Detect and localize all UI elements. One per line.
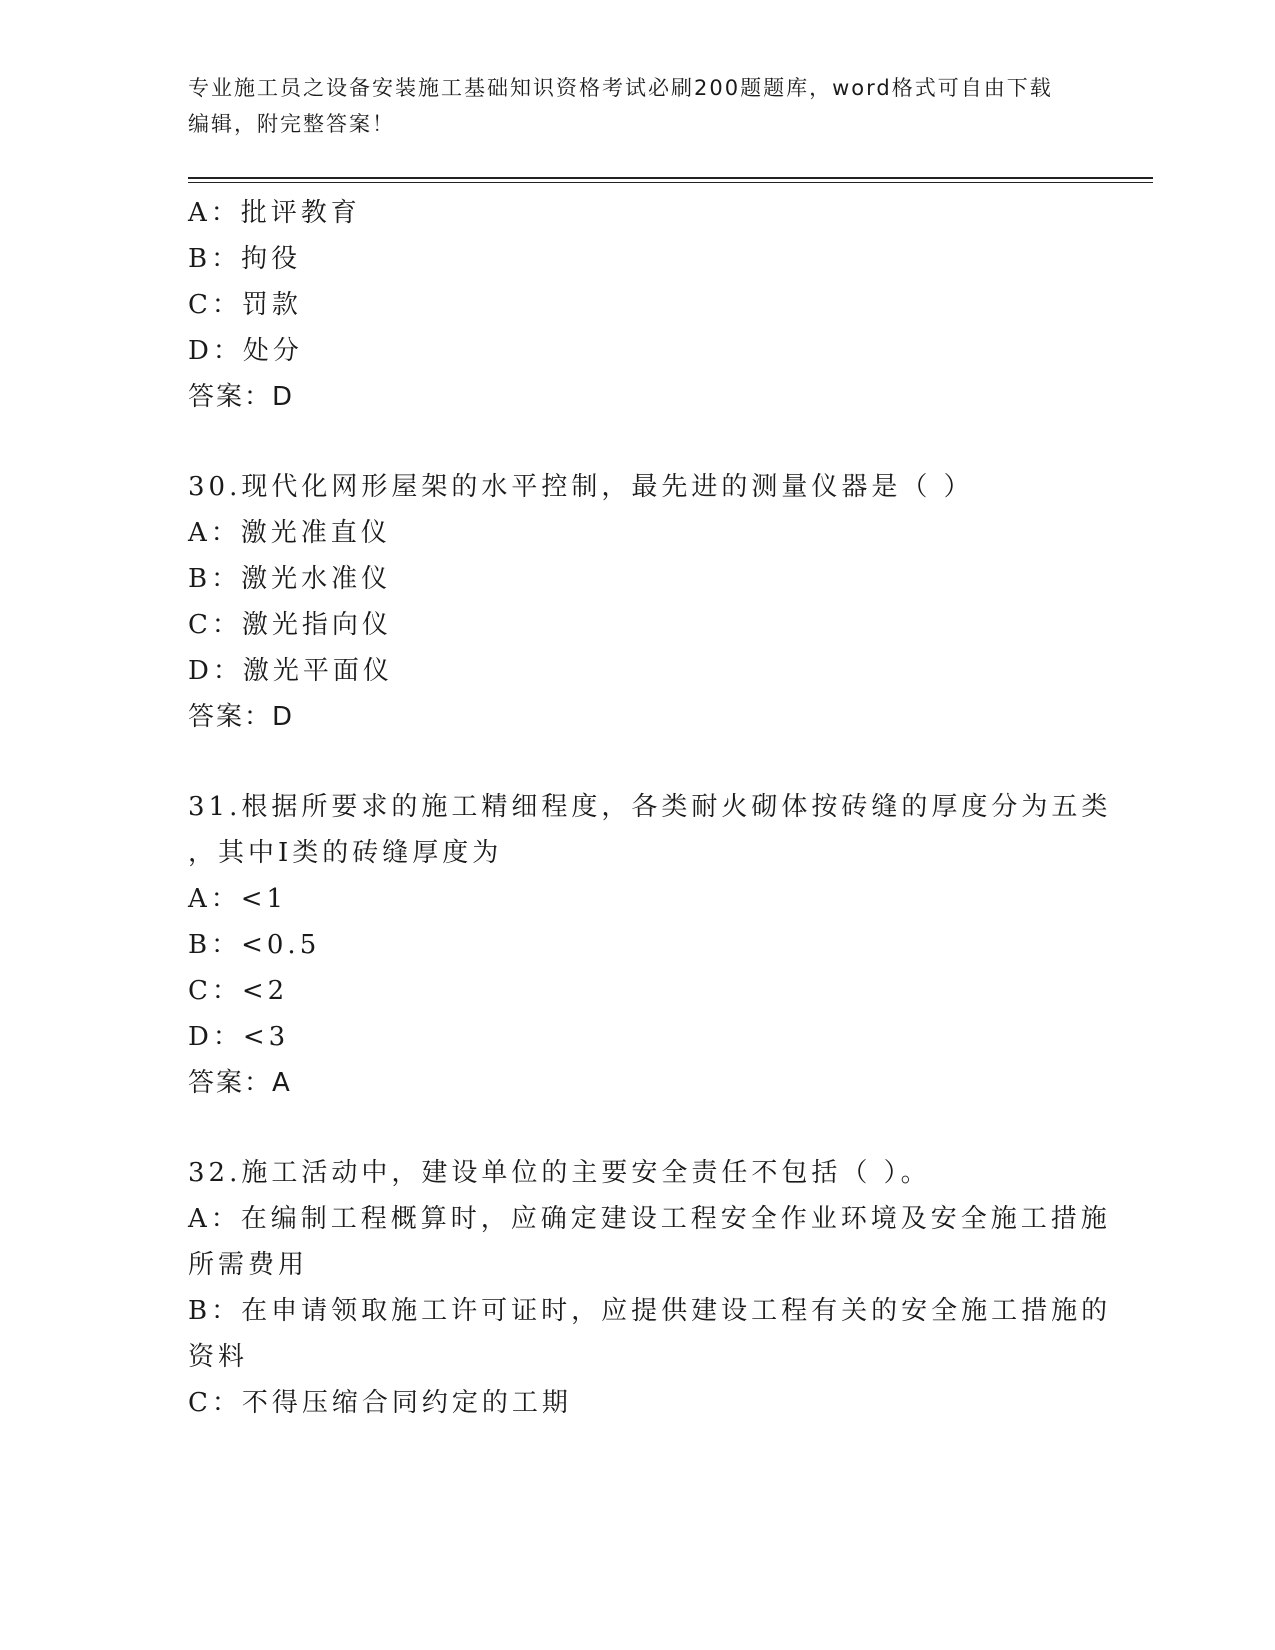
- option-b: B：<0.5: [188, 930, 321, 960]
- answer-line: 答案：D: [188, 382, 295, 412]
- option-a: A：激光准直仪: [188, 518, 391, 548]
- option-b: B：拘役: [188, 244, 302, 274]
- option-d: D：激光平面仪: [188, 656, 393, 686]
- header-rule-thin: [188, 182, 1153, 183]
- option-c: C：不得压缩合同约定的工期: [188, 1388, 572, 1418]
- option-b-continued: 资料: [188, 1342, 249, 1372]
- option-c: C：罚款: [188, 290, 302, 320]
- question-31-block: [188, 784, 1112, 1106]
- option-a: A：批评教育: [188, 198, 361, 228]
- spacer: [188, 1106, 1078, 1150]
- option-a: A：<1: [188, 884, 288, 914]
- option-d: D：处分: [188, 336, 303, 366]
- document-body: [188, 190, 1112, 1426]
- answer-line: 答案：A: [188, 1068, 292, 1098]
- question-text: 32.施工活动中，建设单位的主要安全责任不包括（ ）。: [188, 1158, 931, 1188]
- option-b: B：在申请领取施工许可证时，应提供建设工程有关的安全施工措施的: [188, 1296, 1112, 1326]
- option-c: C：激光指向仪: [188, 610, 392, 640]
- spacer: [188, 740, 1078, 784]
- option-c: C：<2: [188, 976, 289, 1006]
- option-a: A：在编制工程概算时，应确定建设工程安全作业环境及安全施工措施: [188, 1204, 1111, 1234]
- document-header: 专业施工员之设备安装施工基础知识资格考试必刷200题题库，word格式可自由下载编辑，附完整答案！: [188, 76, 1053, 136]
- option-d: D：<3: [188, 1022, 290, 1052]
- question-32-block: [188, 1150, 1112, 1426]
- answer-line: 答案：D: [188, 702, 295, 732]
- option-b: B：激光水准仪: [188, 564, 392, 594]
- question-text: 30.现代化网形屋架的水平控制，最先进的测量仪器是（ ）: [188, 472, 974, 502]
- question-text-continued: ，其中Ⅰ类的砖缝厚度为: [188, 838, 503, 868]
- question-text: 31.根据所要求的施工精细程度，各类耐火砌体按砖缝的厚度分为五类: [188, 792, 1112, 822]
- spacer: [188, 420, 1078, 464]
- prev-question-block: [188, 190, 1078, 420]
- header-rule-thick: [188, 177, 1153, 179]
- option-a-continued: 所需费用: [188, 1250, 309, 1280]
- question-30-block: [188, 464, 1078, 740]
